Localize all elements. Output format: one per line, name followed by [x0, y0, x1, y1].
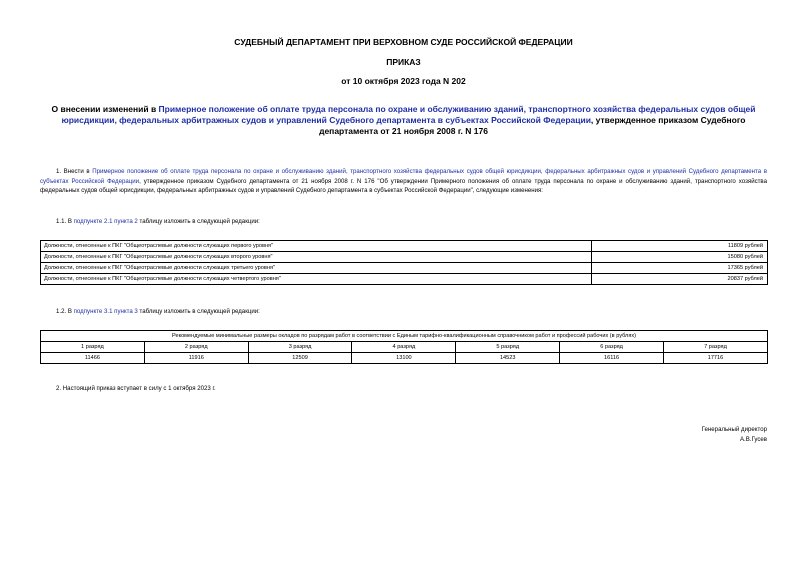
table-caption: Рекомендуемые минимальные размеры окладов по разрядам работ в соответствии с Единым тарифно-квалификационным справочником работ и профессий рабочих (в рублях): [41, 331, 768, 342]
grade-header: 6 разряд: [560, 342, 664, 353]
table-row: [41, 241, 768, 252]
table-row: [41, 353, 768, 364]
salary-cell: 17365 рублей: [592, 263, 768, 274]
salary-cell: 15080 рублей: [592, 252, 768, 263]
para1-suffix: , утвержденное приказом Судебного департамента от 21 ноября 2008 г. N 176 "Об утверждении Примерного положения об оплате труда персонала по охране и обслуживанию зданий, транспортного хозяйства федеральных судов общей юрисдикции, федеральных арбитражных судов и управлений Судебного департамента в субъектах Российской Федерации", следующие изменения:: [40, 177, 767, 194]
paragraph-1-2: [56, 307, 756, 317]
grade-value: 17716: [663, 353, 767, 364]
signature-name: А.В.Гусев: [739, 436, 767, 443]
para11-prefix: 1.1. В: [56, 218, 74, 225]
grade-header: 7 разряд: [663, 342, 767, 353]
paragraph-1: [40, 167, 767, 196]
table-row: [41, 263, 768, 274]
para11-suffix: таблицу изложить в следующей редакции:: [137, 218, 260, 225]
grade-header: 3 разряд: [248, 342, 352, 353]
document-date: от 10 октября 2023 года N 202: [341, 76, 466, 86]
position-cell: Должности, отнесенные к ПКГ "Общеотраслевые должности служащих четвертого уровня": [41, 274, 592, 285]
document-title: [40, 104, 767, 137]
table-header-row: [41, 342, 768, 353]
position-cell: Должности, отнесенные к ПКГ "Общеотраслевые должности служащих второго уровня": [41, 252, 592, 263]
title-prefix: О внесении изменений в: [51, 104, 159, 114]
para11-link[interactable]: подпункте 2.1 пункта 2: [73, 218, 138, 225]
para12-link[interactable]: подпункте 3.1 пункта 3: [73, 308, 138, 315]
table-caption-row: [41, 331, 768, 342]
salary-cell: 20837 рублей: [592, 274, 768, 285]
para12-prefix: 1.2. В: [56, 308, 74, 315]
para12-suffix: таблицу изложить в следующей редакции:: [137, 308, 260, 315]
para1-prefix: 1. Внести в: [56, 168, 93, 175]
grade-header: 1 разряд: [41, 342, 145, 353]
document-type: ПРИКАЗ: [386, 57, 421, 67]
grade-header: 2 разряд: [144, 342, 248, 353]
grade-value: 12509: [248, 353, 352, 364]
salary-table-positions: [40, 240, 768, 285]
position-cell: Должности, отнесенные к ПКГ "Общеотраслевые должности служащих третьего уровня": [41, 263, 592, 274]
paragraph-2: 2. Настоящий приказ вступает в силу с 1 октября 2023 г.: [56, 385, 216, 392]
title-link[interactable]: Примерное положение об оплате труда персонала по охране и обслуживанию зданий, транспортного хозяйства федеральных судов общей юрисдикции, федеральных арбитражных судов и управлений Судебного департамента в субъектах Российской Федерации: [61, 104, 756, 125]
grade-value: 13100: [352, 353, 456, 364]
title-suffix: , утвержденное приказом Судебного департамента от 21 ноября 2008 г. N 176: [319, 115, 746, 136]
table-row: [41, 274, 768, 285]
salary-cell: 11809 рублей: [592, 241, 768, 252]
grade-value: 11916: [144, 353, 248, 364]
grade-value: 11466: [41, 353, 145, 364]
table-row: [41, 252, 768, 263]
grade-value: 14523: [456, 353, 560, 364]
para1-link[interactable]: Примерное положение об оплате труда персонала по охране и обслуживанию зданий, транспортного хозяйства федеральных судов общей юрисдикции, федеральных арбитражных судов и управлений Судебного департамента в субъектах Российской Федерации: [40, 168, 767, 185]
paragraph-1-1: [56, 217, 756, 227]
signature-position: Генеральный директор: [701, 426, 767, 433]
grade-header: 4 разряд: [352, 342, 456, 353]
grade-header: 5 разряд: [456, 342, 560, 353]
grade-value: 16116: [560, 353, 664, 364]
position-cell: Должности, отнесенные к ПКГ "Общеотраслевые должности служащих первого уровня": [41, 241, 592, 252]
organization-heading: СУДЕБНЫЙ ДЕПАРТАМЕНТ ПРИ ВЕРХОВНОМ СУДЕ РОССИЙСКОЙ ФЕДЕРАЦИИ: [234, 37, 573, 47]
salary-table-grades: [40, 330, 768, 364]
